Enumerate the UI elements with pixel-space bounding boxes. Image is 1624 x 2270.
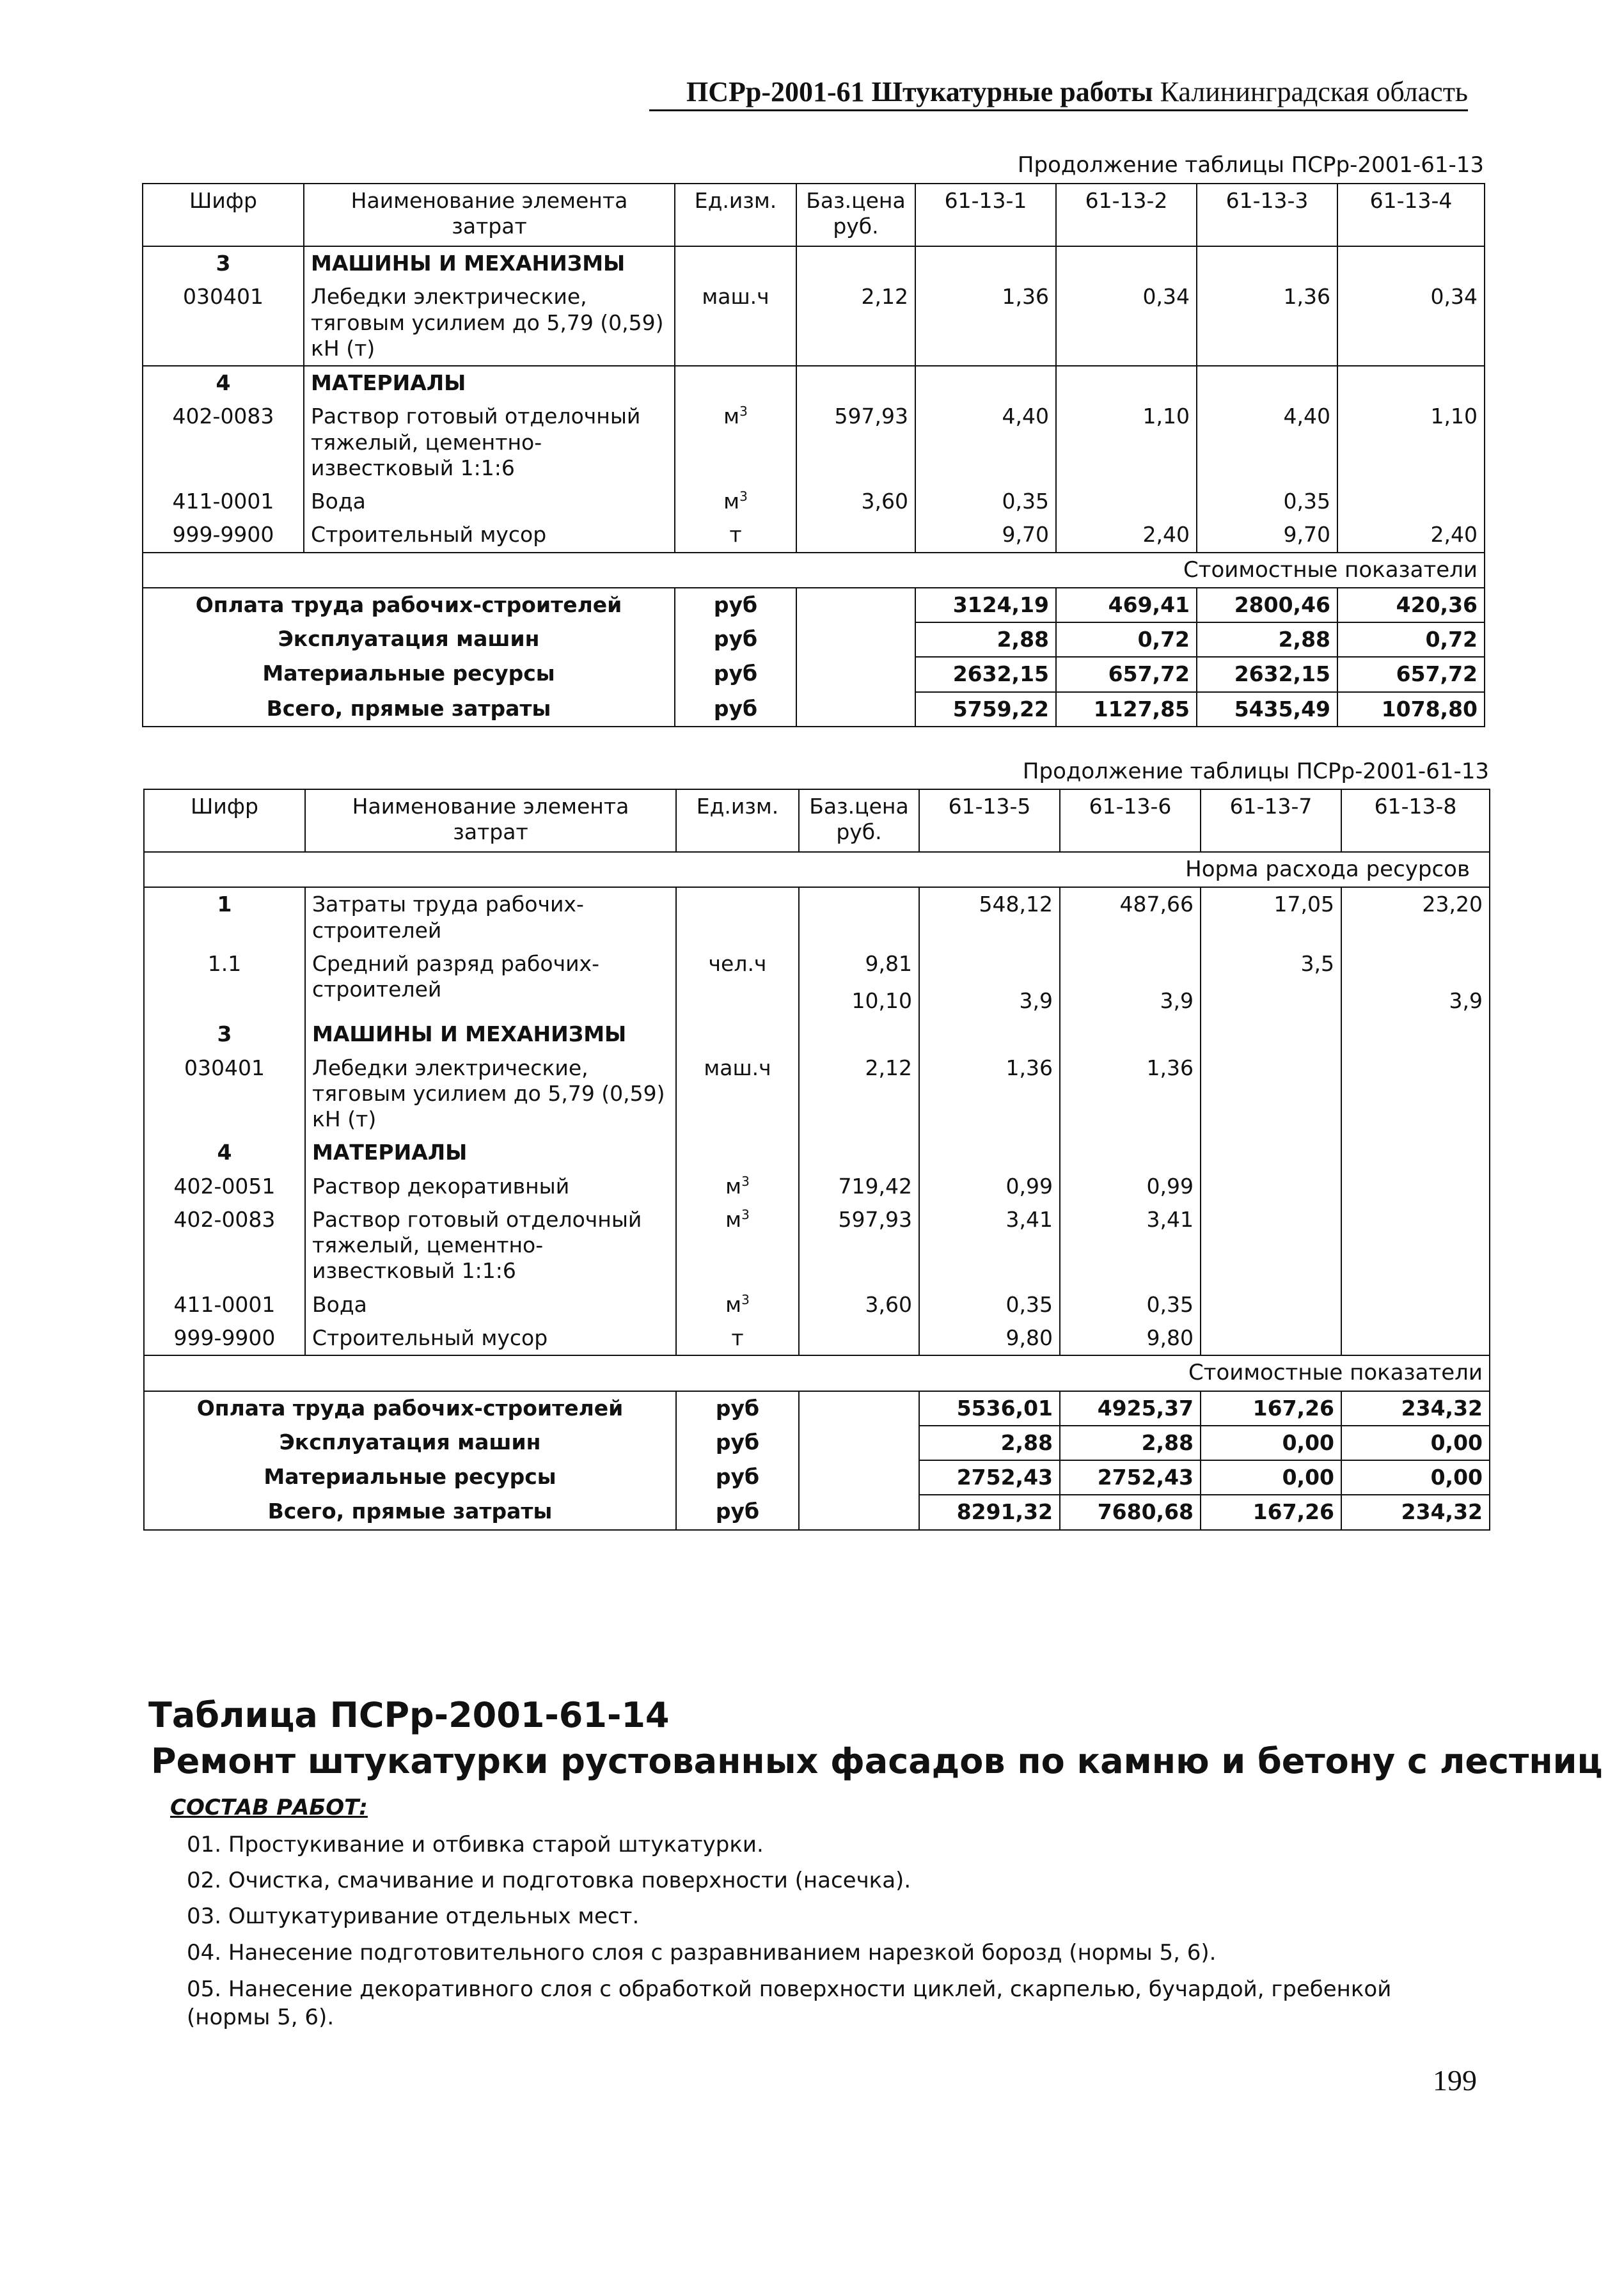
table2-continuation: Продолжение таблицы ПСРр-2001-61-13 [1022, 759, 1489, 784]
page-number: 199 [1433, 2064, 1477, 2097]
table-header-row [143, 184, 1485, 246]
col-header-name: Наименование элемента затрат [305, 789, 676, 852]
col-header-norm: 61-13-5 [919, 789, 1060, 852]
section-row-machines: 3 МАШИНЫ И МЕХАНИЗМЫ [144, 1018, 1490, 1051]
cost-row: Материальные ресурсы руб 2632,15 657,72 2632,15 657,72 [143, 657, 1485, 691]
work-item: 02. Очистка, смачивание и подготовка поверхности (насечка). [187, 1868, 911, 1893]
col-header-norm: 61-13-1 [915, 184, 1056, 246]
col-header-unit: Ед.изм. [676, 789, 799, 852]
section-row-materials: 4 МАТЕРИАЛЫ [144, 1136, 1490, 1169]
table-row: 402-0083 Раствор готовый отделочный тяжелый, цементно-известковый 1:1:6 $м^3$ 597,93 4,40 1,10 4,40 1,10 [143, 400, 1485, 485]
section-row-machines: 3 МАШИНЫ И МЕХАНИЗМЫ [143, 246, 1485, 280]
col-header-norm: 61-13-2 [1056, 184, 1197, 246]
table-row: 030401 Лебедки электрические, тяговым усилием до 5,79 (0,59) кН (т) маш.ч 2,12 1,36 0,34 1,36 0,34 [143, 280, 1485, 366]
col-header-norm: 61-13-7 [1201, 789, 1341, 852]
cost-label-row: Стоимостные показатели [143, 553, 1485, 588]
col-header-norm: 61-13-6 [1060, 789, 1201, 852]
table-subtitle: Ремонт штукатурки рустованных фасадов по камню и бетону с лестниц [151, 1741, 1603, 1781]
col-header-code: Шифр [143, 184, 304, 246]
running-header [649, 75, 1468, 111]
table-title: Таблица ПСРр-2001-61-14 [148, 1695, 670, 1735]
cost-row: Оплата труда рабочих-строителей руб 5536,01 4925,37 167,26 234,32 [144, 1391, 1490, 1426]
table-row: 999-9900 Строительный мусор т 9,80 9,80 [144, 1321, 1490, 1355]
section-row-materials: 4 МАТЕРИАЛЫ [143, 366, 1485, 400]
table-row: 1.1 Средний разряд рабочих-строителей чел.ч 9,81 10,10 3,9 3,9 3,5 3,9 [144, 947, 1490, 1018]
table-row: 1 Затраты труда рабочих-строителей 548,12 487,66 17,05 23,20 [144, 887, 1490, 947]
cost-row: Всего, прямые затраты руб 5759,22 1127,85 5435,49 1078,80 [143, 692, 1485, 727]
col-header-norm: 61-13-8 [1341, 789, 1490, 852]
col-header-price: Баз.цена руб. [796, 184, 915, 246]
col-header-unit: Ед.изм. [675, 184, 796, 246]
cost-row: Материальные ресурсы руб 2752,43 2752,43 0,00 0,00 [144, 1460, 1490, 1495]
table-row: 411-0001 Вода $м^3$ 3,60 0,35 0,35 [143, 485, 1485, 518]
cost-row: Оплата труда рабочих-строителей руб 3124,19 469,41 2800,46 420,36 [143, 588, 1485, 622]
col-header-code: Шифр [144, 789, 305, 852]
resource-table-2 [143, 789, 1490, 1531]
cost-row: Эксплуатация машин руб 2,88 0,72 2,88 0,72 [143, 622, 1485, 657]
resource-table-1 [142, 183, 1485, 727]
table-row: 411-0001 Вода $м^3$ 3,60 0,35 0,35 [144, 1288, 1490, 1321]
cost-row: Эксплуатация машин руб 2,88 2,88 0,00 0,00 [144, 1426, 1490, 1460]
table-row: 999-9900 Строительный мусор т 9,70 2,40 9,70 2,40 [143, 518, 1485, 552]
norm-label-row: Норма расхода ресурсов [144, 852, 1490, 887]
header-series-title: ПСРр-2001-61 Штукатурные работы [686, 76, 1153, 107]
col-header-price: Баз.цена руб. [799, 789, 919, 852]
work-item: 01. Простукивание и отбивка старой штукатурки. [187, 1832, 764, 1857]
table-row: 030401 Лебедки электрические, тяговым усилием до 5,79 (0,59) кН (т) маш.ч 2,12 1,36 1,36 [144, 1052, 1490, 1137]
col-header-name: Наименование элемента затрат [304, 184, 675, 246]
cost-label-row: Стоимостные показатели [144, 1355, 1490, 1391]
table-row: 402-0083 Раствор готовый отделочный тяжелый, цементно-известковый 1:1:6 $м^3$ 597,93 3,41 3,41 [144, 1203, 1490, 1288]
table-row: 402-0051 Раствор декоративный $м^3$ 719,42 0,99 0,99 [144, 1170, 1490, 1203]
table-header-row [144, 789, 1490, 852]
work-item: 04. Нанесение подготовительного слоя с разравниванием нарезкой борозд (нормы 5, 6). [187, 1940, 1217, 1966]
col-header-norm: 61-13-4 [1337, 184, 1485, 246]
header-region: Калининградская область [1160, 76, 1468, 107]
work-composition-heading: СОСТАВ РАБОТ: [170, 1795, 368, 1820]
col-header-norm: 61-13-3 [1197, 184, 1337, 246]
cost-row: Всего, прямые затраты руб 8291,32 7680,68 167,26 234,32 [144, 1495, 1490, 1529]
table1-continuation: Продолжение таблицы ПСРр-2001-61-13 [1017, 152, 1484, 178]
work-item: 03. Оштукатуривание отдельных мест. [187, 1903, 640, 1929]
work-item: 05. Нанесение декоративного слоя с обработкой поверхности циклей, скарпелью, бучардой, гребенкой (нормы 5, 6). [187, 1976, 1392, 2031]
